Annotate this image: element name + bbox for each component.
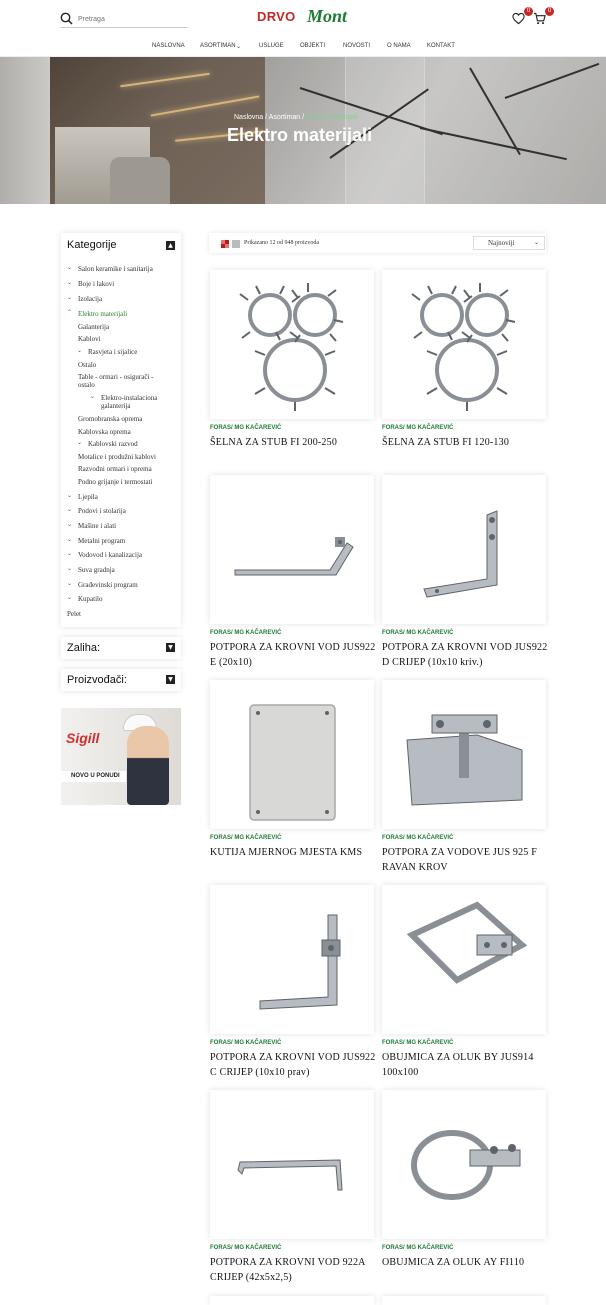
nav-item-usluge[interactable]: USLUGE [259, 43, 284, 49]
main-nav [0, 43, 606, 53]
category-item[interactable]: Izolacija [78, 295, 103, 303]
product-image[interactable] [210, 1090, 374, 1239]
category-item[interactable]: Boje i lakovi [78, 280, 115, 288]
category-item[interactable]: Razvodni ormari i oprema [78, 465, 152, 473]
manufacturer-filter-panel[interactable] [61, 669, 181, 691]
grid-view-icon[interactable] [221, 240, 229, 248]
page-title: Elektro materijali [227, 125, 373, 145]
chevron-down-icon[interactable]: ⌄ [67, 294, 73, 301]
product-photo [382, 270, 546, 419]
product-toolbar [209, 233, 546, 253]
product-photo [382, 1090, 546, 1239]
product-title[interactable]: POTPORA ZA KROVNI VOD JUS922 C CRIJEP (10x10 prav) [210, 1052, 376, 1078]
product-image[interactable] [210, 270, 374, 419]
category-item[interactable]: Vodovod i kanalizacija [78, 551, 143, 559]
nav-item-novosti[interactable]: NOVOSTI [343, 43, 371, 49]
logo-text-left: DRVO [257, 9, 296, 24]
product-photo [210, 885, 374, 1034]
product-title[interactable]: POTPORA ZA KROVNI VOD JUS922 D CRIJEP (10x10 kriv.) [382, 642, 548, 668]
categories-title: Kategorije [67, 239, 117, 251]
category-item[interactable]: Pelet [67, 610, 81, 618]
product-title[interactable]: POTPORA ZA VODOVE JUS 925 F RAVAN KROV [382, 847, 537, 873]
product-brand[interactable]: FORAS/ MG KAČAREVIĆ [210, 835, 282, 841]
category-item[interactable]: Suva gradnja [78, 566, 115, 574]
nav-item-asortiman[interactable]: ASORTIMAN [200, 43, 236, 49]
product-image[interactable] [382, 680, 546, 829]
chevron-down-icon[interactable]: ⌄ [67, 580, 73, 587]
category-item[interactable]: Ostalo [78, 361, 97, 369]
product-brand[interactable]: FORAS/ MG KAČAREVIĆ [382, 630, 454, 636]
chevron-down-icon[interactable]: ⌄ [67, 279, 73, 286]
category-item[interactable]: Gromobranska oprema [78, 415, 143, 423]
result-count: Prikazano 12 od 948 proizvoda [244, 240, 319, 246]
category-item[interactable]: Metalni program [78, 537, 126, 545]
category-item[interactable]: Kupatilo [78, 595, 103, 603]
wishlist-button[interactable] [512, 8, 531, 28]
product-brand[interactable]: FORAS/ MG KAČAREVIĆ [382, 1040, 454, 1046]
product-image[interactable] [382, 1090, 546, 1239]
sort-select[interactable] [473, 236, 545, 250]
categories-panel [61, 233, 181, 627]
search-input[interactable] [78, 13, 186, 26]
collapse-toggle-icon[interactable]: ▲ [166, 241, 175, 250]
category-item[interactable]: Table - ormari - osigurači - [78, 373, 154, 381]
product-title[interactable]: KUTIJA MJERNOG MJESTA KMS [210, 847, 363, 858]
chevron-down-icon: ⌄ [236, 43, 242, 50]
product-brand[interactable]: FORAS/ MG KAČAREVIĆ [382, 1245, 454, 1251]
chevron-down-icon[interactable]: ⌄ [67, 521, 73, 528]
wishlist-count-badge: 0 [524, 7, 533, 16]
category-item[interactable]: Ljepila [78, 493, 98, 501]
logo-text-right: Mont [307, 6, 348, 26]
product-title[interactable]: ŠELNA ZA STUB FI 120-130 [382, 437, 510, 448]
site-header [0, 0, 606, 57]
breadcrumb: Naslovna / Asortiman / Elektro materijali [234, 114, 358, 121]
product-brand[interactable]: FORAS/ MG KAČAREVIĆ [210, 425, 282, 431]
expand-toggle-icon[interactable]: ▼ [166, 675, 175, 684]
promo-label: NOVO U PONUDI [61, 771, 126, 782]
chevron-down-icon[interactable]: ⌄ [67, 492, 73, 499]
search-icon[interactable] [60, 12, 73, 25]
product-title[interactable]: POTPORA ZA KROVNI VOD JUS922 E (20x10) [210, 642, 376, 668]
cart-count-badge: 0 [545, 7, 554, 16]
product-photo [210, 475, 374, 624]
stock-filter-panel[interactable] [61, 637, 181, 659]
site-logo[interactable] [257, 6, 352, 32]
heart-icon [512, 12, 525, 25]
cart-button[interactable] [533, 8, 552, 28]
product-image[interactable] [210, 885, 374, 1034]
product-title[interactable]: ŠELNA ZA STUB FI 200-250 [210, 437, 338, 448]
chevron-down-icon[interactable]: ⌄ [67, 264, 73, 271]
category-item[interactable]: Galanterija [78, 323, 110, 331]
list-view-icon[interactable] [232, 240, 240, 248]
product-title[interactable]: OBUJMICA ZA OLUK AY FI110 [382, 1257, 525, 1268]
chevron-up-icon[interactable]: ⌃ [67, 309, 73, 316]
product-brand[interactable]: FORAS/ MG KAČAREVIĆ [210, 630, 282, 636]
chevron-down-icon[interactable]: ⌄ [67, 565, 73, 572]
breadcrumb-home[interactable]: Naslovna [234, 114, 264, 121]
category-item[interactable]: Kablovski razvod [88, 440, 138, 448]
product-title[interactable]: OBUJMICA ZA OLUK BY JUS914 100x100 [382, 1052, 534, 1078]
expand-toggle-icon[interactable]: ▼ [166, 643, 175, 652]
product-image[interactable] [210, 1296, 374, 1305]
product-image[interactable] [210, 680, 374, 829]
product-photo [382, 475, 546, 624]
sort-select-value: Najnoviji [488, 239, 515, 247]
product-title[interactable]: POTPORA ZA KROVNI VOD 922A CRIJEP (42x5x2,5) [210, 1257, 366, 1283]
category-item[interactable]: Podno grijanje i termostati [78, 478, 153, 486]
category-item[interactable]: Građevinski program [78, 581, 138, 589]
breadcrumb-asortiman[interactable]: Asortiman [268, 114, 301, 121]
product-photo [210, 680, 374, 829]
chevron-down-icon[interactable]: ⌄ [67, 594, 73, 601]
chevron-down-icon: ⌄ [533, 239, 539, 246]
chevron-down-icon[interactable]: ⌄ [77, 439, 83, 446]
category-item[interactable]: Mašine i alati [78, 522, 117, 530]
hero-banner [0, 57, 606, 204]
promo-banner[interactable] [61, 708, 181, 805]
category-item[interactable]: Kablovi [78, 335, 101, 343]
category-item[interactable]: Salon keramike i sanitarija [78, 265, 153, 273]
product-brand[interactable]: FORAS/ MG KAČAREVIĆ [210, 1040, 282, 1046]
chevron-down-icon[interactable]: ⌄ [67, 536, 73, 543]
search-bar[interactable] [60, 12, 188, 28]
chevron-down-icon[interactable]: ⌄ [77, 347, 83, 354]
product-image[interactable] [382, 475, 546, 624]
product-brand[interactable]: FORAS/ MG KAČAREVIĆ [382, 835, 454, 841]
product-photo [210, 270, 374, 419]
product-photo [210, 1090, 374, 1239]
category-item[interactable]: Podovi i stolarija [78, 507, 126, 515]
chevron-down-icon[interactable]: ⌄ [67, 550, 73, 557]
breadcrumb-current: Elektro materijali [306, 114, 358, 121]
stock-filter-title: Zaliha: [67, 642, 101, 654]
category-item[interactable]: Rasvjeta i sijalice [88, 348, 138, 356]
worker-graphic [127, 726, 169, 805]
category-item[interactable]: Motalice i produžni kablovi [78, 453, 156, 461]
product-photo [382, 680, 546, 829]
product-image[interactable] [382, 270, 546, 419]
product-image[interactable] [382, 885, 546, 1034]
category-item[interactable]: Elektro-instalaciona [101, 394, 158, 402]
product-brand[interactable]: FORAS/ MG KAČAREVIĆ [382, 425, 454, 431]
product-photo [382, 885, 546, 1034]
cart-icon [533, 12, 546, 25]
manufacturer-filter-title: Proizvođači: [67, 674, 127, 686]
product-brand[interactable]: FORAS/ MG KAČAREVIĆ [210, 1245, 282, 1251]
category-item[interactable]: Kablovska oprema [78, 428, 131, 436]
nav-item-naslovna[interactable]: NASLOVNA [152, 43, 185, 49]
product-image[interactable] [210, 475, 374, 624]
category-item[interactable]: Elektro materijali [78, 310, 128, 318]
nav-item-kontakt[interactable]: KONTAKT [427, 43, 455, 49]
promo-brand: Sigill [66, 730, 100, 746]
chevron-down-icon[interactable]: ⌄ [67, 506, 73, 513]
category-item[interactable]: ostalo [78, 381, 95, 389]
category-item[interactable]: galanterija [101, 402, 131, 410]
product-image[interactable] [382, 1296, 546, 1305]
nav-item-objekti[interactable]: OBJEKTI [300, 43, 326, 49]
chevron-down-icon[interactable]: ⌄ [90, 393, 96, 400]
nav-item-o-nama[interactable]: O NAMA [387, 43, 411, 49]
